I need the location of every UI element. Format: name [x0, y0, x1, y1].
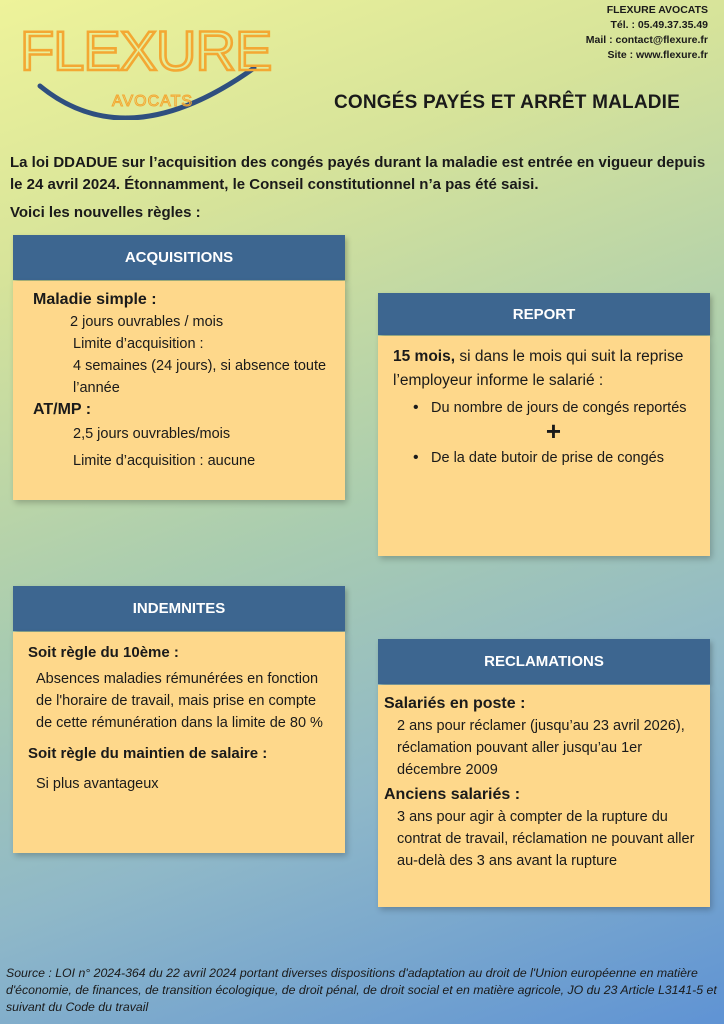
- report-lead: [393, 345, 694, 393]
- maladie-simple-label: Maladie simple :: [33, 291, 157, 308]
- rule-10eme-text: Absences maladies rémunérées en fonction de l'horaire de travail, mais prise en compte de cette rémunération dans la limite de 80 %: [36, 671, 323, 731]
- report-list-2: [393, 447, 694, 469]
- rule-10eme-label: Soit règle du 10ème :: [28, 644, 179, 661]
- salaries-en-poste-label: Salariés en poste :: [384, 695, 526, 712]
- rule-maintien-text: Si plus avantageux: [36, 776, 159, 792]
- contact-block: [586, 3, 708, 63]
- report-bullet-date: • De la date butoir de prise de congés: [393, 447, 694, 469]
- contact-name: FLEXURE AVOCATS: [606, 4, 708, 16]
- svg-text:AVOCATS: AVOCATS: [112, 93, 194, 110]
- salaries-en-poste-text: 2 ans pour réclamer (jusqu’au 23 avril 2026), réclamation pouvant aller jusqu’au 1er décembre 2009: [397, 718, 685, 778]
- indemnites-card: [13, 632, 345, 853]
- source-note: Source : LOI n° 2024-364 du 22 avril 2024 portant diverses dispositions d'adaptation au droit de l'Union européenne en matière d'économie, de finances, de transition écologique, de droit pénal, de droit social et en matière agricole, JO du 23 Article L3141-5 et suivant du Code du travail: [6, 966, 717, 1014]
- document-title: CONGÉS PAYÉS ET ARRÊT MALADIE: [333, 92, 681, 113]
- report-header: REPORT: [378, 293, 710, 335]
- flexure-logo-graphic: [18, 8, 280, 120]
- intro-text: La loi DDADUE sur l’acquisition des congés payés durant la maladie est entrée en vigueur depuis le 24 avril 2024. Étonnamment, le Conseil constitutionnel n’a pas été saisi.: [10, 154, 706, 193]
- atmp-rate: 2,5 jours ouvrables/mois: [73, 426, 231, 442]
- anciens-salaries-label: Anciens salariés :: [384, 786, 521, 803]
- report-lead-bold: 15 mois,: [393, 348, 456, 365]
- report-card: [378, 336, 710, 556]
- maladie-limit-value: 4 semaines (24 jours), si absence toute l’année: [73, 358, 327, 396]
- reclamations-header: RECLAMATIONS: [378, 639, 710, 684]
- report-lead-rest: si dans le mois qui suit la reprise l’employeur informe le salarié :: [393, 348, 684, 389]
- acquisitions-card: [13, 281, 345, 500]
- plus-icon: +: [545, 416, 562, 446]
- svg-text:FLEXURE: FLEXURE: [20, 19, 272, 82]
- contact-tel: Tél. : 05.49.37.35.49: [610, 19, 708, 31]
- contact-mail: Mail : contact@flexure.fr: [585, 34, 708, 46]
- maladie-limit-label: Limite d’acquisition :: [73, 336, 204, 352]
- indemnites-header: INDEMNITES: [13, 586, 345, 631]
- atmp-label: AT/MP :: [33, 401, 92, 418]
- reclamations-card: [378, 685, 710, 907]
- atmp-limit: Limite d’acquisition : aucune: [73, 453, 256, 469]
- intro-rules-label: Voici les nouvelles règles :: [10, 204, 201, 221]
- acquisitions-header: ACQUISITIONS: [13, 235, 345, 280]
- report-list: [393, 397, 694, 419]
- anciens-salaries-text: 3 ans pour agir à compter de la rupture du contrat de travail, réclamation ne pouvant aller au-delà des 3 ans avant la rupture: [397, 809, 695, 869]
- contact-site: Site : www.flexure.fr: [607, 49, 708, 61]
- report-bullet-days: • Du nombre de jours de congés reportés: [393, 397, 694, 419]
- rule-maintien-label: Soit règle du maintien de salaire :: [28, 745, 268, 762]
- flexure-logo: [18, 8, 280, 120]
- maladie-rate: 2 jours ouvrables / mois: [70, 314, 224, 330]
